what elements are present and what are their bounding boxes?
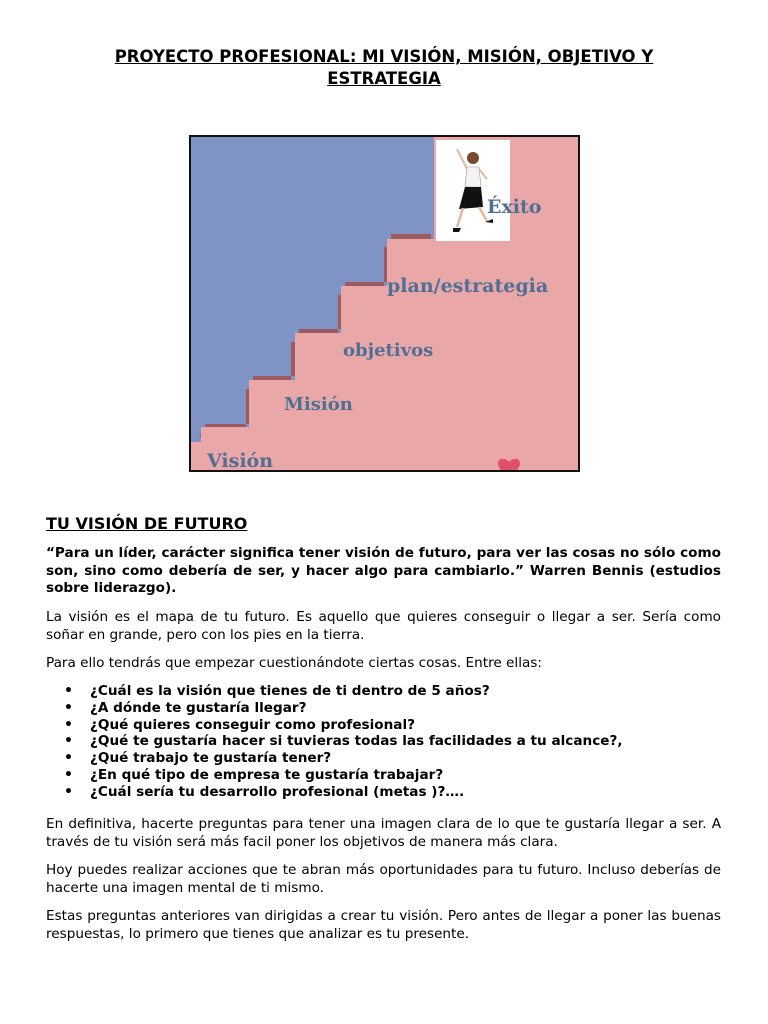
list-item: • ¿En qué tipo de empresa te gustaría trabajar? <box>46 767 721 784</box>
paragraph-conclusion: En definitiva, hacerte preguntas para tener una imagen clara de lo que te gustaría llegar a ser. A través de tu visión será más facil poner los objetivos de manera más clara. <box>46 816 721 850</box>
list-item: • ¿A dónde te gustaría llegar? <box>46 700 721 717</box>
step-label-mision: Misión <box>284 394 353 415</box>
step-label-exito: Éxito <box>487 196 542 218</box>
questions-list <box>46 683 721 801</box>
bennis-quote: “Para un líder, carácter significa tener visión de futuro, para ver las cosas no sólo como son, sino como debería de ser, y hacer algo para cambiarlo.” Warren Bennis (estudios sobre liderazgo). <box>46 545 721 596</box>
paragraph-present: Estas preguntas anteriores van dirigidas a crear tu visión. Pero antes de llegar a poner las buenas respuestas, lo primero que tienes que analizar es tu presente. <box>46 908 721 942</box>
list-item: • ¿Qué te gustaría hacer si tuvieras todas las facilidades a tu alcance?, <box>46 733 721 750</box>
list-item: • ¿Cuál sería tu desarrollo profesional (metas )?…. <box>46 784 721 801</box>
paragraph-intro-questions: Para ello tendrás que empezar cuestionándote ciertas cosas. Entre ellas: <box>46 655 542 671</box>
list-item: • ¿Qué quieres conseguir como profesional? <box>46 717 721 734</box>
step-label-plan: plan/estrategia <box>387 275 549 297</box>
paragraph-vision-map: La visión es el mapa de tu futuro. Es aquello que quieres conseguir o llegar a ser. Sería como soñar en grande, pero con los pies en la tierra. <box>46 609 721 643</box>
paragraph-actions: Hoy puedes realizar acciones que te abran más oportunidades para tu futuro. Incluso deberías de hacerte una imagen mental de ti mismo. <box>46 862 721 896</box>
list-item: • ¿Cuál es la visión que tienes de ti dentro de 5 años? <box>46 683 721 700</box>
document-title: PROYECTO PROFESIONAL: MI VISIÓN, MISIÓN, OBJETIVO Y ESTRATEGIA <box>114 47 654 88</box>
list-item: • ¿Qué trabajo te gustaría tener? <box>46 750 721 767</box>
step-label-objetivos: objetivos <box>343 340 434 361</box>
staircase-illustration <box>189 135 580 472</box>
step-label-vision: Visión <box>207 450 274 470</box>
section-heading: TU VISIÓN DE FUTURO <box>46 514 248 533</box>
